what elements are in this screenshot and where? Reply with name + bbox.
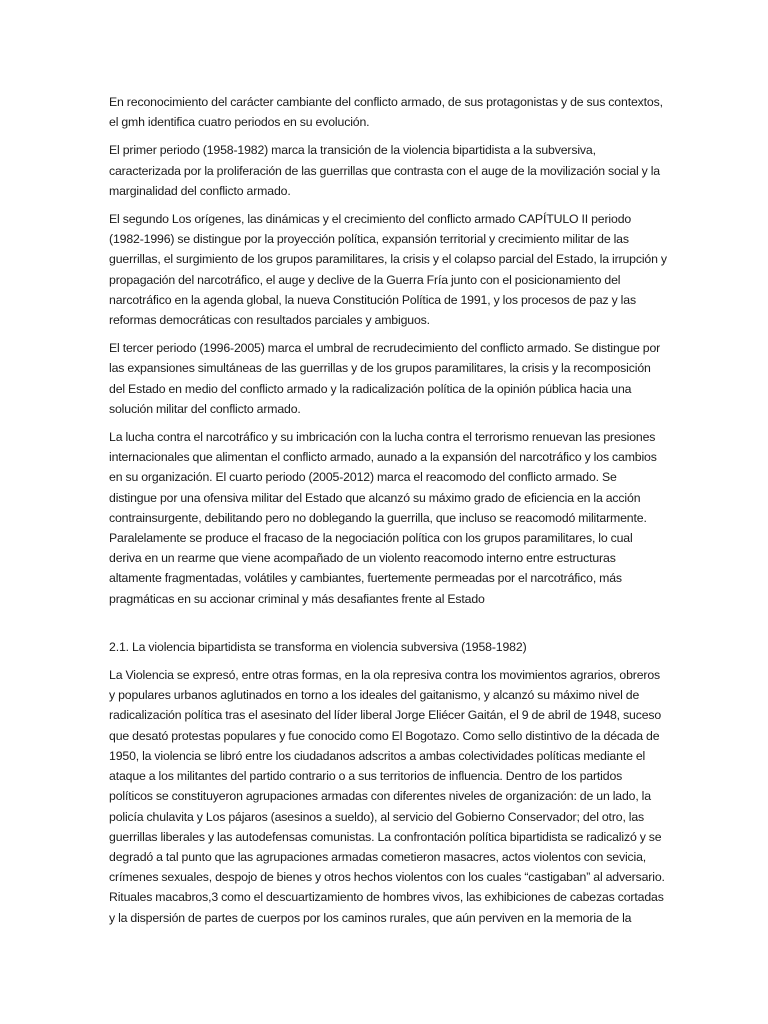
intro-paragraph: En reconocimiento del carácter cambiante del conflicto armado, de sus protagonistas y de sus contextos, el gmh identifica cuatro periodos en su evolución. — [109, 95, 663, 130]
document-body — [109, 92, 667, 936]
third-period-paragraph: El tercer periodo (1996-2005) marca el umbral de recrudecimiento del conflicto armado. Se distingue por las expansiones simultáneas de las guerrillas y de los grupos paramilitares, la crisis y la recomposición del Estado en medio del conflicto armado y la radicalización política de la opinión pública hacia una solución militar del conflicto armado. — [109, 341, 661, 416]
second-period-paragraph: El segundo Los orígenes, las dinámicas y el crecimiento del conflicto armado CAPÍTULO II periodo (1982-1996) se distingue por la proyección política, expansión territorial y crecimiento militar de las guerrillas, el surgimiento de los grupos paramilitares, la crisis y el colapso parcial del Estado, la irrupción y propagación del narcotráfico, el auge y declive de la Guerra Fría junto con el posicionamiento del narcotráfico en la agenda global, la nueva Constitución Política de 1991, y los procesos de paz y las reformas democráticas con resultados parciales y ambiguos. — [109, 212, 667, 328]
first-period-paragraph: El primer periodo (1958-1982) marca la transición de la violencia bipartidista a la subversiva, caracterizada por la proliferación de las guerrillas que contrasta con el auge de la movilización social y la marginalidad del conflicto armado. — [109, 143, 660, 198]
section-heading: 2.1. La violencia bipartidista se transforma en violencia subversiva (1958-1982) — [109, 639, 527, 654]
section-paragraph: La Violencia se expresó, entre otras formas, en la ola represiva contra los movimientos agrarios, obreros y populares urbanos aglutinados en torno a los ideales del gaitanismo, y alcanzó su máximo nivel de radicalización política tras el asesinato del líder liberal Jorge Eliécer Gaitán, el 9 de abril de 1948, suceso que desató protestas populares y fue conocido como El Bogotazo. Como sello distintivo de la década de 1950, la violencia se libró entre los ciudadanos adscritos a ambas colectividades políticas mediante el ataque a los militantes del partido contrario o a sus territorios de influencia. Dentro de los partidos políticos se constituyeron agrupaciones armadas con diferentes niveles de organización: de un lado, la policía chulavita y Los pájaros (asesinos a sueldo), al servicio del Gobierno Conservador; del otro, las guerrillas liberales y las autodefensas comunistas. La confrontación política bipartidista se radicalizó y se degradó a tal punto que las agrupaciones armadas cometieron masacres, actos violentos con sevicia, crímenes sexuales, despojo de bienes y otros hechos violentos con los cuales “castigaban” al adversario. Rituales macabros,3 como el descuartizamiento de hombres vivos, las exhibiciones de cabezas cortadas y la dispersión de partes de cuerpos por los caminos rurales, que aún perviven en la memoria de la — [109, 668, 665, 925]
fourth-period-paragraph: La lucha contra el narcotráfico y su imbricación con la lucha contra el terrorismo renuevan las presiones internacionales que alimentan el conflicto armado, aunado a la expansión del narcotráfico y los cambios en su organización. El cuarto periodo (2005-2012) marca el reacomodo del conflicto armado. Se distingue por una ofensiva militar del Estado que alcanzó su máximo grado de eficiencia en la acción contrainsurgente, debilitando pero no doblegando la guerrilla, que incluso se reacomodó militarmente. Paralelamente se produce el fracaso de la negociación política con los grupos paramilitares, lo cual deriva en un rearme que viene acompañado de un violento reacomodo interno entre estructuras altamente fragmentadas, volátiles y cambiantes, fuertemente permeadas por el narcotráfico, más pragmáticas en su accionar criminal y más desafiantes frente al Estado — [109, 430, 657, 606]
